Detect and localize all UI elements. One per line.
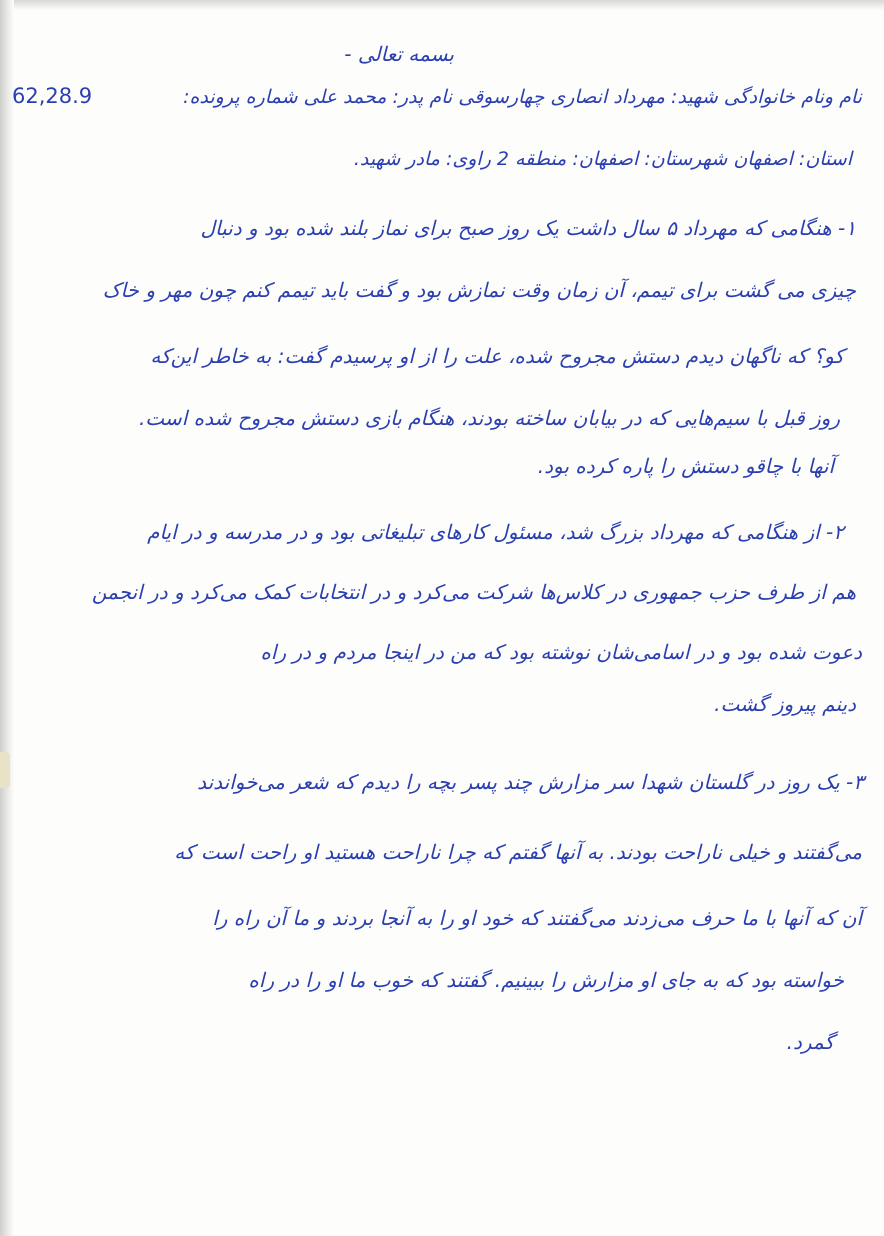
- paragraph-3-line-4: خواسته بود که به جای او مزارش را ببینیم. گفتند که خوب ما او را در راه: [248, 968, 844, 992]
- paragraph-2-line-4: دینم پیروز گشت.: [714, 692, 856, 716]
- paragraph-3-line-5: گمرد.: [786, 1030, 834, 1054]
- page-top-shadow: [0, 0, 884, 10]
- meta-line-2: استان: اصفهان شهرستان: اصفهان: منطقه 2 راوی: مادر شهید.: [353, 148, 852, 170]
- paragraph-1-line-3: کو؟ که ناگهان دیدم دستش مجروح شده، علت را از او پرسیدم گفت: به خاطر این‌که: [150, 344, 844, 368]
- paragraph-1-line-2: چیزی می گشت برای تیمم، آن زمان وقت نمازش بود و گفت باید تیمم کنم چون مهر و خاک: [102, 278, 856, 302]
- meta-line-1: نام ونام خانوادگی شهید: مهرداد انصاری چهارسوقی نام پدر: محمد علی شماره پرونده:: [183, 86, 862, 108]
- document-heading: بسمه تعالی -: [344, 42, 454, 66]
- paragraph-3-line-1: ۳- یک روز در گلستان شهدا سر مزارش چند پسر بچه را دیدم که شعر می‌خواندند: [197, 770, 864, 794]
- paragraph-2-line-2: هم از طرف حزب جمهوری در کلاس‌ها شرکت می‌کرد و در انتخابات کمک می‌کرد و در انجمن: [91, 580, 856, 604]
- file-number: 62,28.9: [12, 84, 93, 108]
- paragraph-2-line-3: دعوت شده بود و در اسامی‌شان نوشته بود که من در اینجا مردم و در راه: [260, 640, 862, 664]
- paragraph-3-line-3: آن که آنها با ما حرف می‌زدند می‌گفتند که خود او را به آنجا بردند و ما آن راه را: [212, 906, 862, 930]
- paragraph-1-line-5: آنها با چاقو دستش را پاره کرده بود.: [537, 454, 834, 478]
- paragraph-3-line-2: می‌گفتند و خیلی ناراحت بودند. به آنها گفتم که چرا ناراحت هستید او راحت است که: [174, 840, 862, 864]
- paragraph-1-line-4: روز قبل با سیم‌هایی که در بیابان ساخته بودند، هنگام بازی دستش مجروح شده است.: [138, 406, 840, 430]
- paragraph-1-line-1: ۱- هنگامی که مهرداد ۵ سال داشت یک روز صبح برای نماز بلند شده بود و دنبال: [200, 216, 856, 240]
- paragraph-2-line-1: ۲- از هنگامی که مهرداد بزرگ شد، مسئول کارهای تبلیغاتی بود و در مدرسه و در ایام: [147, 520, 844, 544]
- tape-strip: [0, 752, 10, 788]
- page-left-shadow: [0, 0, 14, 1236]
